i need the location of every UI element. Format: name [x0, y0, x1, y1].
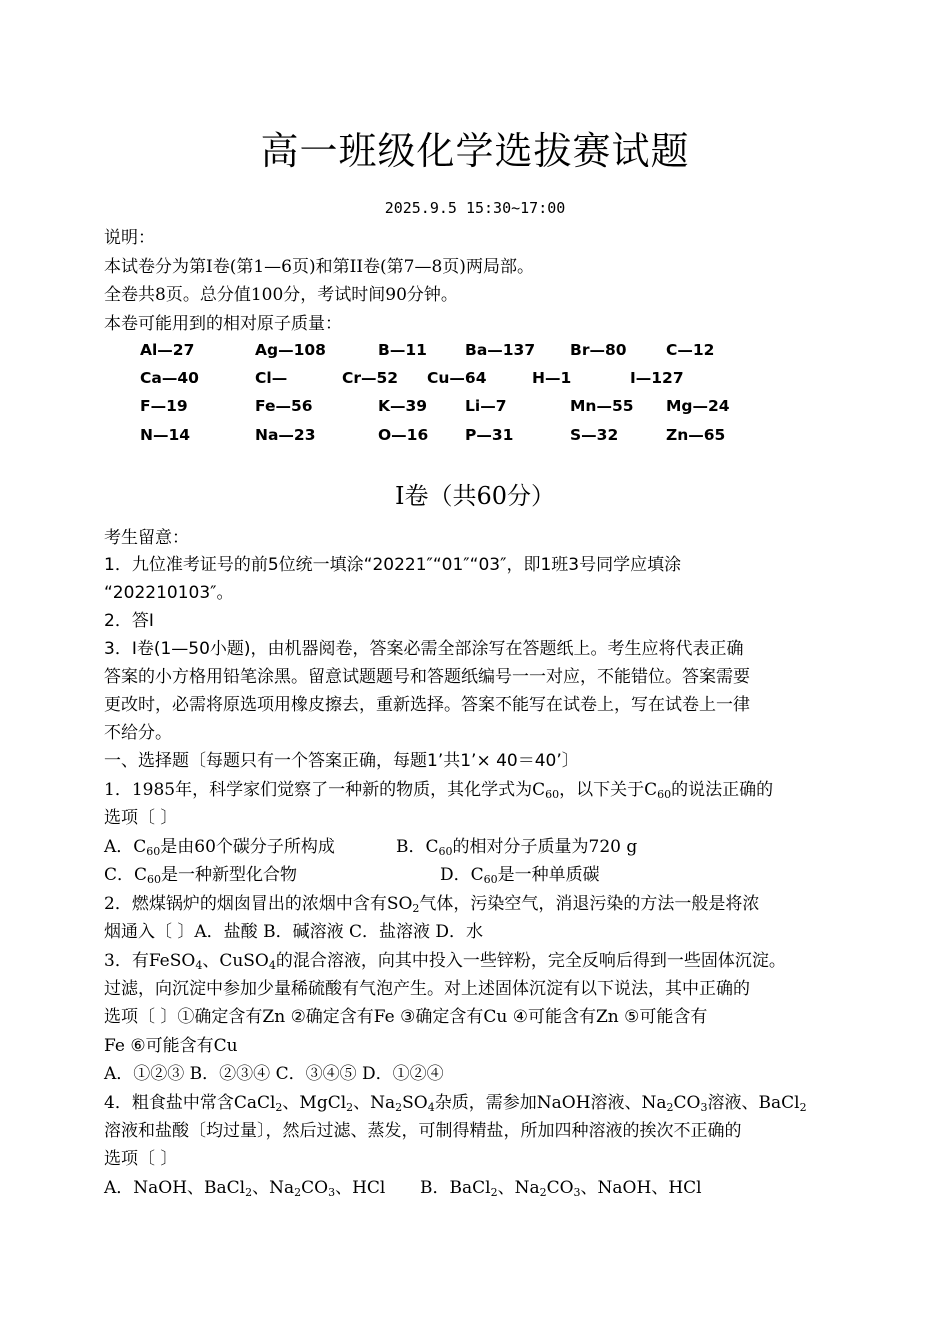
q3-stem: [104, 950, 786, 972]
q1-opt-c-sub: 60: [147, 873, 162, 886]
q4-stem: [104, 1092, 807, 1114]
q4-line-c: 选项〔 〕: [104, 1149, 178, 1169]
notice-heading: 考生留意：: [104, 528, 189, 548]
q1-text-c: 的说法正确的: [671, 780, 774, 800]
atomic-mass-entry: Li—7: [465, 397, 507, 415]
q2-text-a: 2．燃煤锅炉的烟囱冒出的浓烟中含有SO: [104, 894, 413, 914]
q1-sub-2: 60: [657, 788, 672, 801]
q3-line-b: 过滤，向沉淀中参加少量稀硫酸有气泡产生。对上述固体沉淀有以下说法，其中正确的: [104, 979, 750, 999]
notice-item-3d: 不给分。: [104, 723, 172, 743]
q1-text-a: 1．1985年，科学家们觉察了一种新的物质，其化学式为C: [104, 780, 546, 800]
q3-text-b: 、CuSO: [202, 951, 269, 971]
q1-stem-end: 选项〔 〕: [104, 808, 178, 828]
atomic-mass-entry: H—1: [532, 369, 572, 387]
atomic-mass-entry: Fe—56: [255, 397, 313, 415]
q4-s4: 4: [427, 1101, 435, 1114]
atomic-mass-entry: Ba—137: [465, 341, 536, 359]
atomic-mass-entry: Mg—24: [666, 397, 730, 415]
notice-item-2: 2．答Ⅰ: [104, 611, 154, 631]
q2-stem: [104, 893, 759, 915]
q1-opt-b-text: 的相对分子质量为720 g: [452, 837, 638, 857]
atomic-mass-entry: Na—23: [255, 426, 316, 444]
q3-sub-1: 4: [195, 959, 203, 972]
q1-opt-d-text: 是一种单质碳: [497, 865, 600, 885]
q1-option-b: [396, 836, 637, 858]
q4-s3: 2: [395, 1101, 403, 1114]
q1-option-d: [440, 864, 600, 886]
q4-t2: 、MgCl: [282, 1093, 347, 1113]
section-title: I卷（共60分）: [394, 482, 556, 510]
atomic-mass-entry: C—12: [666, 341, 715, 359]
q4-ob-s3: 3: [573, 1186, 581, 1199]
q3-options: A．①②③ B．②③④ C．③④⑤ D．①②④: [104, 1064, 444, 1084]
atomic-mass-entry: P—31: [465, 426, 514, 444]
q4-ob-1: B．BaCl: [420, 1178, 491, 1198]
atomic-mass-entry: S—32: [570, 426, 619, 444]
atomic-mass-entry: Ag—108: [255, 341, 326, 359]
q4-oa-2: 、Na: [252, 1178, 295, 1198]
q3-line-d: Fe ⑥可能含有Cu: [104, 1036, 238, 1056]
q4-oa-1: A．NaOH、BaCl: [104, 1178, 246, 1198]
q2-text-b: 气体，污染空气，消退污染的方法一般是将浓: [419, 894, 760, 914]
atomic-mass-entry: Cl—: [255, 369, 288, 387]
q1-stem: [104, 779, 773, 801]
q4-oa-s2: 2: [294, 1186, 302, 1199]
q1-option-a: [104, 836, 335, 858]
q4-ob-2: 、Na: [497, 1178, 540, 1198]
q4-ob-3: CO: [546, 1178, 574, 1198]
q4-ob-4: 、NaOH、HCl: [580, 1178, 702, 1198]
q4-s1: 2: [275, 1101, 283, 1114]
q4-s5: 2: [666, 1101, 674, 1114]
explain-line-3: 本卷可能用到的相对原子质量：: [104, 314, 342, 334]
q1-opt-c-label: C．C: [104, 865, 148, 885]
atomic-mass-entry: Ca—40: [140, 369, 199, 387]
q1-opt-a-text: 是由60个碳分子所构成: [160, 837, 335, 857]
q3-line-c: 选项〔 〕①确定含有Zn ②确定含有Fe ③确定含有Cu ④可能含有Zn ⑤可能含有: [104, 1007, 708, 1027]
notice-item-1b: “202210103″。: [104, 583, 234, 603]
q1-opt-c-text: 是一种新型化合物: [161, 865, 298, 885]
atomic-mass-entry: Cu—64: [427, 369, 487, 387]
q4-t1: 4．粗食盐中常含CaCl: [104, 1093, 276, 1113]
atomic-mass-entry: K—39: [378, 397, 428, 415]
q3-text-a: 3．有FeSO: [104, 951, 196, 971]
notice-item-1a: 1．九位准考证号的前5位统一填涂“20221″“01″“03″，即1班3号同学应填涂: [104, 555, 682, 575]
notice-item-3a: 3．Ⅰ卷(1—50小题)，由机器阅卷，答案必需全部涂写在答题纸上。考生应将代表正确: [104, 639, 744, 659]
exam-date: 2025.9.5 15:30~17:00: [384, 199, 566, 217]
q4-line-b: 溶液和盐酸〔均过量〕，然后过滤、蒸发，可制得精盐，所加四种溶液的挨次不正确的: [104, 1121, 742, 1141]
notice-item-3b: 答案的小方格用铅笔涂黑。留意试题题号和答题纸编号一一对应，不能错位。答案需要: [104, 667, 750, 687]
q1-opt-b-label: B．C: [396, 837, 439, 857]
q4-s6: 3: [700, 1101, 708, 1114]
q4-s2: 2: [346, 1101, 354, 1114]
q1-opt-d-label: D．C: [440, 865, 484, 885]
q4-ob-s2: 2: [539, 1186, 547, 1199]
q1-opt-a-label: A．C: [104, 837, 147, 857]
part1-heading: 一、选择题〔每题只有一个答案正确，每题1’共1’× 40＝40’〕: [104, 751, 579, 771]
q1-opt-d-sub: 60: [483, 873, 498, 886]
notice-item-3c: 更改时，必需将原选项用橡皮擦去，重新选择。答案不能写在试卷上，写在试卷上一律: [104, 695, 750, 715]
atomic-mass-entry: O—16: [378, 426, 429, 444]
explain-line-2: 全卷共8页。总分值100分，考试时间90分钟。: [104, 285, 458, 305]
q4-t7: 溶液、BaCl: [707, 1093, 800, 1113]
q4-oa-4: 、HCl: [335, 1178, 386, 1198]
page-title: 高一班级化学选拔赛试题: [260, 129, 690, 173]
q1-text-b: ，以下关于C: [559, 780, 658, 800]
q3-text-c: 的混合溶液，向其中投入一些锌粉，完全反响后得到一些固体沉淀。: [275, 951, 786, 971]
q4-option-b: [420, 1177, 702, 1199]
q4-oa-3: CO: [301, 1178, 329, 1198]
atomic-mass-entry: N—14: [140, 426, 191, 444]
atomic-mass-entry: Br—80: [570, 341, 627, 359]
q1-opt-b-sub: 60: [438, 845, 453, 858]
atomic-mass-entry: I—127: [630, 369, 684, 387]
atomic-mass-entry: F—19: [140, 397, 188, 415]
q4-oa-s3: 3: [328, 1186, 336, 1199]
q1-option-c: [104, 864, 297, 886]
q4-oa-s1: 2: [245, 1186, 253, 1199]
q3-sub-2: 4: [268, 959, 276, 972]
q2-sub: 2: [412, 902, 420, 915]
q1-opt-a-sub: 60: [146, 845, 161, 858]
q4-t5: 杂质，需参加NaOH溶液、Na: [434, 1093, 667, 1113]
q1-sub-1: 60: [545, 788, 560, 801]
atomic-mass-entry: Cr—52: [342, 369, 399, 387]
q2-options: 烟通入〔 〕A．盐酸 B．碱溶液 C．盐溶液 D．水: [104, 922, 484, 942]
atomic-mass-entry: Al—27: [140, 341, 195, 359]
atomic-mass-entry: Zn—65: [666, 426, 726, 444]
explain-line-1: 本试卷分为第I卷(第1—6页)和第II卷(第7—8页)两局部。: [104, 257, 534, 277]
explain-heading: 说明：: [104, 228, 155, 248]
q4-option-a: [104, 1177, 385, 1199]
q4-t3: 、Na: [353, 1093, 396, 1113]
q4-s7: 2: [799, 1101, 807, 1114]
atomic-mass-entry: B—11: [378, 341, 427, 359]
q4-ob-s1: 2: [490, 1186, 498, 1199]
q4-t4: SO: [402, 1093, 428, 1113]
atomic-mass-entry: Mn—55: [570, 397, 634, 415]
q4-t6: CO: [673, 1093, 701, 1113]
